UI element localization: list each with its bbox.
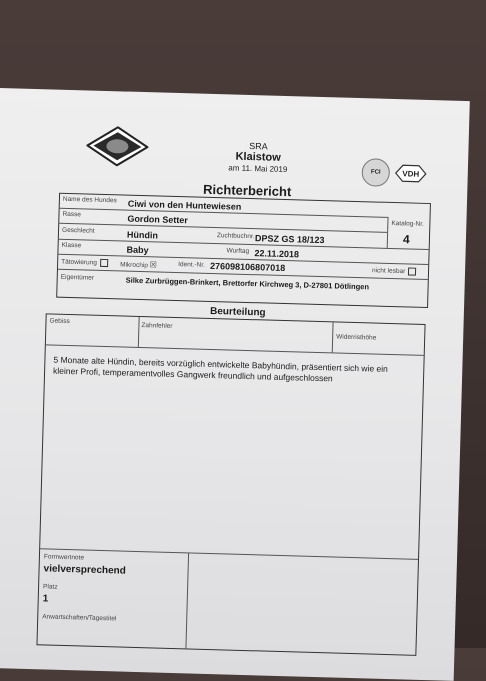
evaluation-title: Beurteilung (209, 305, 266, 319)
grading-section (37, 548, 418, 656)
show-date: am 11. Mai 2019 (228, 163, 288, 175)
evaluation-box (36, 313, 425, 655)
place-value: 1 (42, 593, 49, 605)
whelped-date: 22.11.2018 (254, 248, 300, 260)
column-divider (138, 317, 140, 347)
place-label: Platz (42, 583, 58, 591)
ident-number: 276098106807018 (209, 260, 286, 274)
catalog-label: Katalog-Nr. (391, 219, 424, 228)
sex: Hündin (126, 229, 159, 241)
unreadable-field (372, 266, 416, 275)
page-title: Richterbericht (202, 181, 292, 200)
vdh-logo-icon (394, 163, 429, 184)
unreadable-checkbox[interactable] (408, 267, 416, 275)
show-class: Baby (126, 244, 149, 256)
breed: Gordon Setter (127, 213, 189, 226)
dog-name: Ciwi von den Huntewiesen (127, 198, 242, 212)
tattoo-field (61, 258, 108, 267)
fci-logo-icon: FCI (361, 158, 390, 187)
grade-value: vielversprechend (43, 563, 126, 577)
withers-height-label: Widerristhöhe (336, 333, 377, 342)
show-location: Klaistow (235, 150, 281, 165)
studbook-label: Zuchtbuchnr. (216, 232, 255, 241)
catalog-number: 4 (402, 232, 410, 247)
judge-report-sheet (0, 88, 470, 681)
organizer: SRA (249, 140, 268, 152)
microchip-label: Mikrochip (120, 261, 149, 270)
microchip-checkbox[interactable]: ☒ (149, 260, 158, 270)
dog-name-label: Name des Hundes (62, 195, 117, 205)
breed-label: Rasse (62, 210, 82, 219)
class-label: Klasse (61, 241, 82, 250)
row-divider (46, 344, 424, 356)
title-label: Anwartschaften/Tagestitel (42, 613, 117, 623)
teeth-label: Gebiss (49, 317, 70, 326)
studbook-number: DPSZ GS 18/123 (254, 233, 325, 246)
club-logo-icon (86, 125, 149, 167)
ident-label: Ident.-Nr. (178, 261, 205, 269)
column-divider (332, 322, 334, 352)
missing-teeth-label: Zahnfehler (141, 322, 173, 330)
tattoo-label: Tätowierung (61, 258, 98, 267)
whelped-label: Wurftag (226, 247, 250, 256)
sex-label: Geschlecht (61, 226, 95, 235)
column-divider (185, 553, 189, 649)
vdh-logo-text: VDH (402, 169, 420, 179)
tattoo-checkbox[interactable] (100, 259, 108, 267)
microchip-field (120, 259, 157, 269)
owner-label: Eigentümer (60, 273, 95, 282)
dog-details-table (56, 193, 431, 308)
show-header (208, 140, 309, 175)
column-divider (387, 217, 389, 248)
owner: Silke Zurbrüggen-Brinkert, Brettorfer Kirchweg 3, D-27801 Dötlingen (125, 275, 370, 292)
evaluation-text: 5 Monate alte Hündin, bereits vorzüglich entwickelte Babyhündin, präsentiert sich wie ein kleiner Profi, temperamentvolles Gangwerk freundlich und aufgeschlossen (52, 354, 388, 384)
unreadable-label: nicht lesbar (371, 267, 406, 276)
grade-label: Formwertnote (43, 553, 85, 562)
